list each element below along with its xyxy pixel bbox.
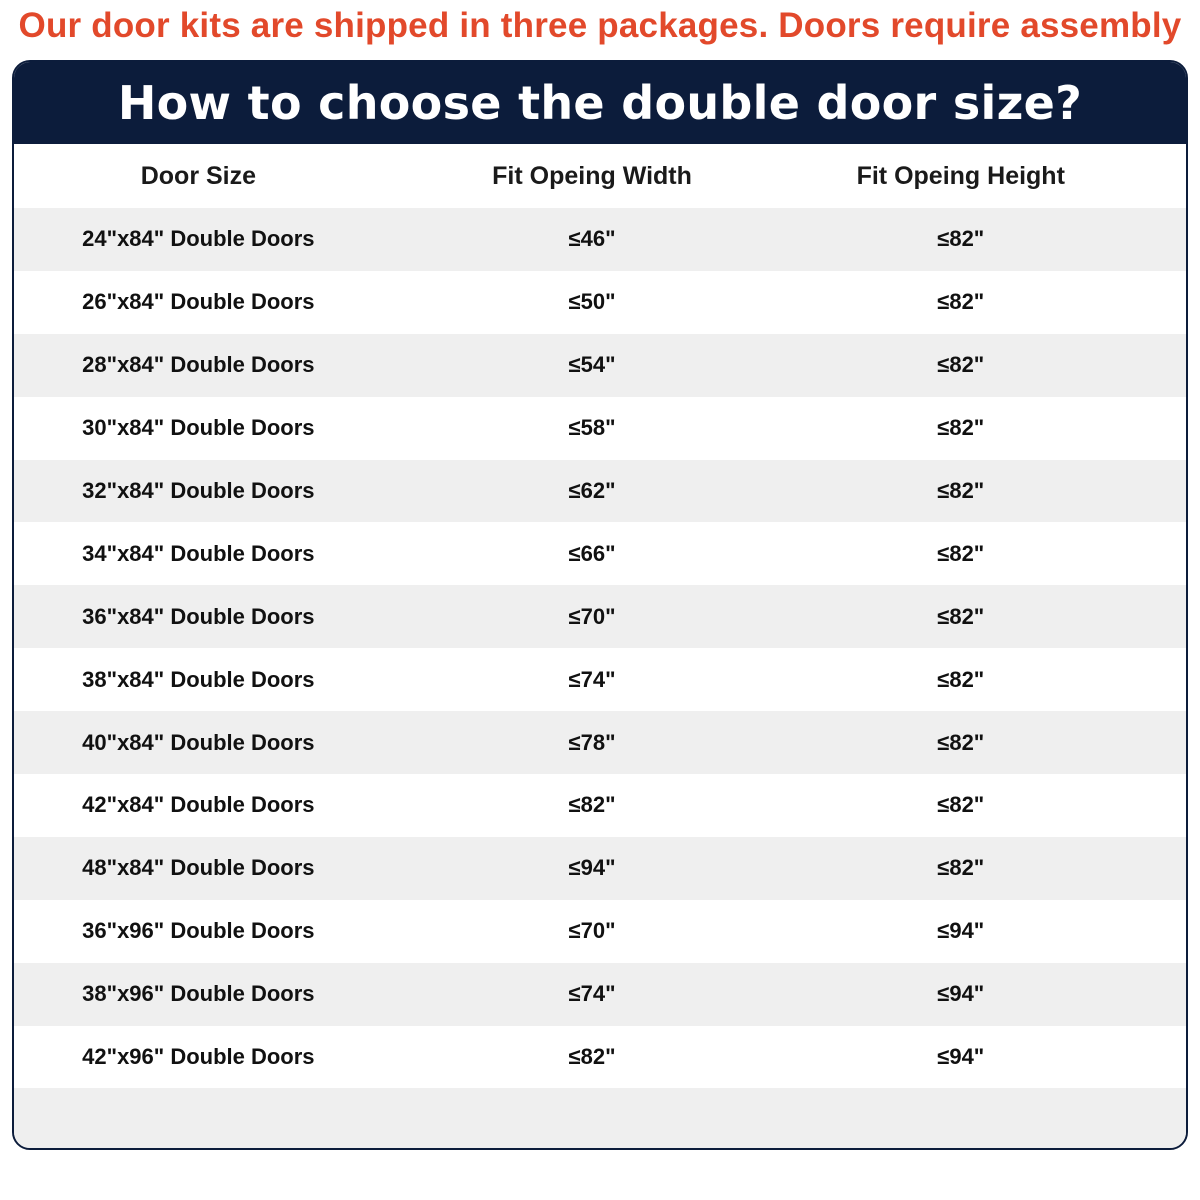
table-row bbox=[14, 522, 1186, 585]
cell-fit-height: ≤82" bbox=[937, 415, 985, 441]
cell-door-size: 26"x84" Double Doors bbox=[82, 289, 315, 315]
cell-fit-height: ≤94" bbox=[937, 918, 985, 944]
cell-fit-height: ≤82" bbox=[937, 603, 985, 629]
cell-fit-width: ≤62" bbox=[568, 478, 616, 503]
cell-door-size: 28"x84" Double Doors bbox=[82, 352, 315, 378]
page-title: How to choose the double door size? bbox=[117, 76, 1083, 130]
cell-fit-width: ≤78" bbox=[568, 729, 616, 755]
cell-door-size: 38"x96" Double Doors bbox=[82, 981, 315, 1007]
table-row bbox=[14, 837, 1186, 900]
table-row bbox=[14, 397, 1186, 460]
cell-door-size: 34"x84" Double Doors bbox=[82, 540, 315, 566]
cell-fit-height: ≤82" bbox=[937, 289, 985, 315]
table-body bbox=[14, 208, 1186, 1088]
cell-door-size: 40"x84" Double Doors bbox=[82, 729, 315, 755]
table-row bbox=[14, 334, 1186, 397]
cell-fit-height: ≤82" bbox=[937, 226, 985, 252]
shipping-notice: Our door kits are shipped in three packages. Doors require assembly bbox=[18, 6, 1182, 45]
cell-door-size: 36"x96" Double Doors bbox=[82, 918, 315, 944]
cell-fit-width: ≤82" bbox=[568, 1044, 616, 1070]
table-row bbox=[14, 1026, 1186, 1089]
cell-fit-width: ≤54" bbox=[568, 352, 616, 378]
cell-fit-width: ≤70" bbox=[568, 918, 616, 944]
cell-door-size: 32"x84" Double Doors bbox=[82, 478, 315, 503]
cell-door-size: 48"x84" Double Doors bbox=[82, 855, 315, 881]
door-size-table bbox=[14, 144, 1186, 1150]
cell-fit-width: ≤58" bbox=[568, 415, 616, 441]
cell-door-size: 38"x84" Double Doors bbox=[82, 666, 315, 692]
door-size-card bbox=[12, 60, 1188, 1150]
table-row bbox=[14, 900, 1186, 963]
cell-fit-height: ≤82" bbox=[937, 855, 985, 881]
cell-fit-width: ≤94" bbox=[568, 855, 616, 881]
cell-fit-width: ≤74" bbox=[568, 666, 616, 692]
cell-fit-height: ≤82" bbox=[937, 352, 985, 378]
table-row bbox=[14, 963, 1186, 1026]
cell-fit-width: ≤70" bbox=[568, 603, 616, 629]
table-row bbox=[14, 208, 1186, 271]
cell-door-size: 42"x84" Double Doors bbox=[82, 792, 315, 818]
cell-fit-width: ≤46" bbox=[568, 226, 616, 252]
table-row bbox=[14, 648, 1186, 711]
cell-fit-height: ≤94" bbox=[937, 1044, 985, 1070]
table-row bbox=[14, 460, 1186, 523]
cell-fit-width: ≤82" bbox=[568, 792, 616, 818]
cell-door-size: 24"x84" Double Doors bbox=[82, 226, 315, 252]
cell-fit-height: ≤82" bbox=[937, 540, 985, 566]
table-row bbox=[14, 585, 1186, 648]
table-header-row bbox=[14, 144, 1186, 208]
cell-fit-height: ≤82" bbox=[937, 792, 985, 818]
header-fit-height: Fit Opeing Height bbox=[856, 161, 1065, 190]
cell-fit-height: ≤82" bbox=[937, 729, 985, 755]
table-empty-row bbox=[14, 1088, 1186, 1150]
title-bar bbox=[14, 62, 1186, 144]
cell-fit-height: ≤94" bbox=[937, 981, 985, 1007]
table-row bbox=[14, 711, 1186, 774]
cell-fit-height: ≤82" bbox=[937, 666, 985, 692]
table-row bbox=[14, 774, 1186, 837]
cell-fit-width: ≤66" bbox=[568, 540, 616, 566]
header-door-size: Door Size bbox=[140, 161, 257, 190]
cell-fit-width: ≤74" bbox=[568, 981, 616, 1007]
header-fit-width: Fit Opeing Width bbox=[492, 161, 692, 190]
table-row bbox=[14, 271, 1186, 334]
cell-door-size: 30"x84" Double Doors bbox=[82, 415, 315, 441]
cell-fit-height: ≤82" bbox=[937, 478, 985, 503]
cell-fit-width: ≤50" bbox=[568, 289, 616, 315]
cell-door-size: 36"x84" Double Doors bbox=[82, 603, 315, 629]
cell-door-size: 42"x96" Double Doors bbox=[82, 1044, 315, 1070]
